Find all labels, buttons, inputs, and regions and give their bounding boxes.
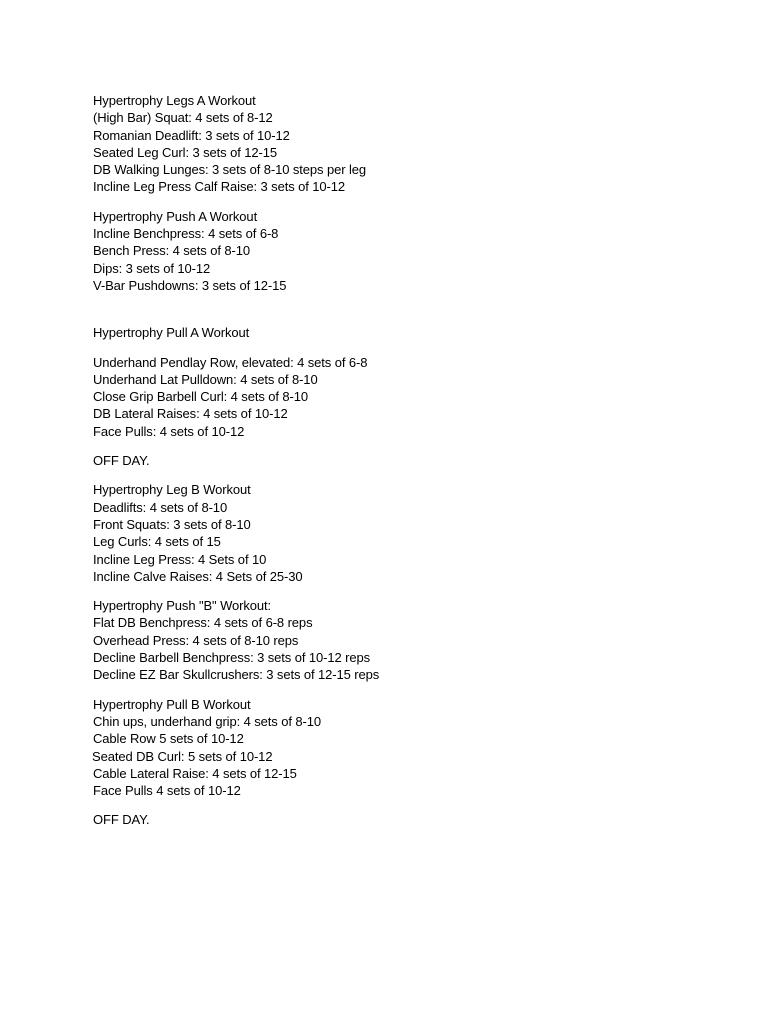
section-title: Hypertrophy Push A Workout xyxy=(93,208,258,224)
exercise-line: Face Pulls 4 sets of 10-12 xyxy=(93,783,241,799)
section-title: Hypertrophy Leg B Workout xyxy=(93,482,251,498)
spacer xyxy=(93,585,733,597)
exercise-line: (High Bar) Squat: 4 sets of 8-12 xyxy=(93,110,273,126)
exercise-line: Face Pulls: 4 sets of 10-12 xyxy=(93,423,245,439)
off-day-label: OFF DAY. xyxy=(93,812,150,828)
spacer xyxy=(93,469,733,481)
exercise-line: Flat DB Benchpress: 4 sets of 6-8 reps xyxy=(93,615,313,631)
spacer xyxy=(93,799,733,811)
off-day-label: OFF DAY. xyxy=(93,453,150,469)
section-pull-b xyxy=(93,696,733,800)
exercise-line: Incline Leg Press Calf Raise: 3 sets of 10-12 xyxy=(93,179,346,195)
exercise-line: Leg Curls: 4 sets of 15 xyxy=(93,534,221,550)
exercise-line: Decline EZ Bar Skullcrushers: 3 sets of 12-15 reps xyxy=(93,667,380,683)
section-title: Hypertrophy Pull B Workout xyxy=(93,696,251,712)
exercise-line: DB Lateral Raises: 4 sets of 10-12 xyxy=(93,406,288,422)
exercise-line: Cable Lateral Raise: 4 sets of 12-15 xyxy=(93,765,297,781)
section-title: Hypertrophy Push "B" Workout: xyxy=(93,598,272,614)
section-title: Hypertrophy Legs A Workout xyxy=(93,93,256,108)
section-title: Hypertrophy Pull A Workout xyxy=(93,325,250,341)
document-page xyxy=(93,92,733,829)
exercise-line: Overhead Press: 4 sets of 8-10 reps xyxy=(93,632,299,648)
exercise-line: Seated Leg Curl: 3 sets of 12-15 xyxy=(93,144,277,160)
section-off-day-1 xyxy=(93,452,733,469)
exercise-line: Deadlifts: 4 sets of 8-10 xyxy=(93,499,228,515)
spacer xyxy=(93,294,733,324)
exercise-line: Decline Barbell Benchpress: 3 sets of 10-12 reps xyxy=(93,650,371,666)
exercise-line: DB Walking Lunges: 3 sets of 8-10 steps per leg xyxy=(93,162,367,178)
exercise-line: Underhand Pendlay Row, elevated: 4 sets of 6-8 xyxy=(93,354,368,370)
exercise-line: Incline Calve Raises: 4 Sets of 25-30 xyxy=(93,568,303,584)
spacer xyxy=(93,440,733,452)
section-leg-b xyxy=(93,481,733,585)
exercise-line: Chin ups, underhand grip: 4 sets of 8-10 xyxy=(93,713,321,729)
exercise-line: Close Grip Barbell Curl: 4 sets of 8-10 xyxy=(93,389,309,405)
spacer xyxy=(93,196,733,208)
section-pull-a xyxy=(93,324,733,440)
exercise-line: Romanian Deadlift: 3 sets of 10-12 xyxy=(93,127,290,143)
exercise-line: Incline Leg Press: 4 Sets of 10 xyxy=(93,551,267,567)
exercise-line: Front Squats: 3 sets of 8-10 xyxy=(93,516,251,532)
exercise-line: Dips: 3 sets of 10-12 xyxy=(93,260,211,276)
exercise-line: Underhand Lat Pulldown: 4 sets of 8-10 xyxy=(93,371,318,387)
exercise-line: Bench Press: 4 sets of 8-10 xyxy=(93,243,250,259)
spacer xyxy=(93,684,733,696)
exercise-line: Incline Benchpress: 4 sets of 6-8 xyxy=(93,226,279,242)
exercise-line: V-Bar Pushdowns: 3 sets of 12-15 xyxy=(93,277,287,293)
exercise-line: Cable Row 5 sets of 10-12 xyxy=(93,731,244,747)
exercise-line: Seated DB Curl: 5 sets of 10-12 xyxy=(92,748,273,764)
spacer xyxy=(93,342,733,354)
section-push-a xyxy=(93,208,733,294)
section-off-day-2 xyxy=(93,811,733,828)
section-push-b xyxy=(93,597,733,683)
section-legs-a xyxy=(93,92,733,196)
